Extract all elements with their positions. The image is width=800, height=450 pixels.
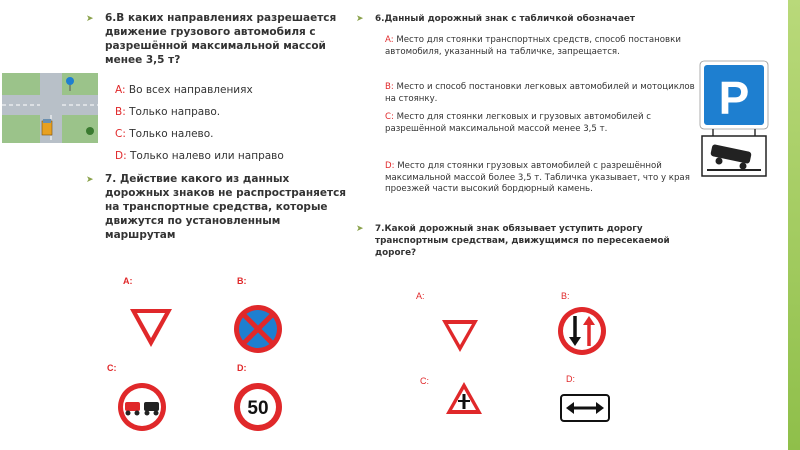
sign-label-b: B: (561, 291, 570, 301)
parking-letter: P (718, 72, 750, 124)
option-letter: B: (385, 82, 394, 92)
question-7-title: 7. Действие какого из данных дорожных знаков не распространяется на транспортные средства, которые движутся по установленным маршрутам (105, 173, 347, 241)
yield-sign-icon (440, 318, 480, 354)
parking-sign-icon (699, 60, 771, 178)
intersection-warning-sign-icon (444, 380, 484, 416)
q6b-option-c (385, 112, 695, 135)
sign-label-d: D: (566, 374, 575, 384)
option-letter: D: (385, 161, 395, 171)
option-letter: C: (385, 112, 394, 122)
bullet-icon: ➤ (86, 175, 94, 185)
sign-label-c: C: (107, 363, 117, 373)
option-text: Во всех направлениях (125, 84, 253, 96)
q6-option-b (115, 105, 220, 119)
no-stopping-sign-icon (233, 304, 283, 354)
option-text: Место для стоянки легковых и грузовых автомобилей с разрешённой максимальной массой менее 3,5 т. (385, 112, 652, 134)
option-text: Место для стоянки грузовых автомобилей с разрешённой максимальной массой более 3,5 т. Табличка указывает, что у края проезжей части высокий бордюрный камень. (385, 161, 690, 194)
option-letter: A: (115, 84, 126, 96)
no-overtaking-sign-icon (117, 382, 167, 432)
sign-label-d: D: (237, 363, 247, 373)
question-6-title: 6.В каких направлениях разрешается движение грузового автомобиля с разрешённой максимальной массой менее 3,5 т? (105, 12, 337, 66)
option-text: Место и способ постановки легковых автомобилей и мотоциклов на стоянку. (385, 82, 695, 104)
bullet-icon: ➤ (356, 224, 364, 234)
decorative-stripe (788, 0, 800, 450)
bullet-icon: ➤ (86, 14, 94, 24)
speed-limit-value: 50 (247, 398, 269, 419)
sign-label-a: A: (416, 291, 425, 301)
option-text: Только налево. (125, 128, 214, 140)
sign-label-c: C: (420, 376, 429, 386)
q6-option-a (115, 83, 253, 97)
question-7b-title: 7.Какой дорожный знак обязывает уступить дорогу транспортным средствам, движущимся по пересекаемой дороге? (375, 224, 670, 258)
question-6b-title: 6.Данный дорожный знак с табличкой обозначает (375, 14, 635, 24)
option-text: Только направо. (125, 106, 221, 118)
intersection-illustration (2, 73, 98, 143)
sign-label-b: B: (237, 276, 247, 286)
option-letter: A: (385, 35, 394, 45)
q6b-option-d (385, 161, 695, 196)
option-text: Место для стоянки транспортных средств, способ постановки автомобиля, указанный на табличке, запрещается. (385, 35, 681, 57)
option-letter: C: (115, 128, 126, 140)
option-letter: D: (115, 150, 127, 162)
option-text: Только налево или направо (126, 150, 284, 162)
sign-label-a: A: (123, 276, 133, 286)
option-letter: B: (115, 106, 126, 118)
oncoming-priority-sign-icon (557, 306, 607, 356)
two-way-arrow-sign-icon (560, 394, 610, 422)
yield-sign-icon (128, 307, 174, 349)
q6b-option-b (385, 82, 695, 105)
q6b-option-a (385, 35, 695, 58)
q6-option-d (115, 149, 284, 163)
q6-option-c (115, 127, 213, 141)
speed-limit-sign-icon (233, 382, 283, 432)
bullet-icon: ➤ (356, 14, 364, 24)
